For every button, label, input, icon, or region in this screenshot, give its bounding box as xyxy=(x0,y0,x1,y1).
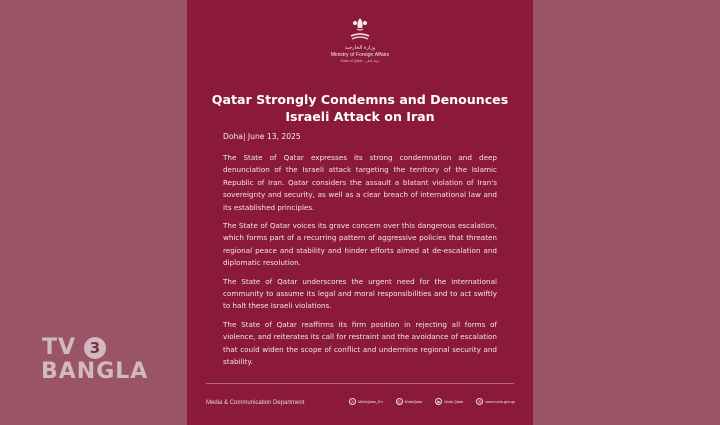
paragraph-4: The State of Qatar reaffirms its firm position in rejecting all forms of violence, and reiterates its call for restraint and the avoidance of escalation that could widen the scope of conflict and undermine regional security and stability. xyxy=(223,319,497,367)
social-x-label: MofaQatar_En xyxy=(358,399,383,404)
department-label: Media & Communication Department xyxy=(206,400,305,406)
social-x[interactable] xyxy=(349,398,383,405)
ministry-logo xyxy=(187,14,533,63)
title-line-2: Israeli Attack on Iran xyxy=(285,109,435,124)
social-website[interactable] xyxy=(476,398,515,405)
watermark-tv: TV xyxy=(42,335,77,360)
globe-icon: ⊕ xyxy=(478,398,482,404)
instagram-icon: ◎ xyxy=(397,398,401,404)
emblem-icon xyxy=(345,14,375,44)
dateline: Doha| June 13, 2025 xyxy=(223,132,301,141)
ministry-name-arabic: وزارة الخارجية xyxy=(344,45,376,51)
watermark-badge: 3 xyxy=(84,337,106,359)
social-youtube-label: Mofa Qatar xyxy=(444,399,464,404)
social-links xyxy=(349,398,515,405)
ministry-subtitle: State of Qatar - دولة قطر xyxy=(340,59,380,63)
paragraph-1: The State of Qatar expresses its strong condemnation and deep denunciation of the Israeli attack targeting the territory of the Islamic Republic of Iran. Qatar considers the assault a blatant violation of Iran's sovereignty and security, as well as a clear breach of international law and its established principles. xyxy=(223,153,497,212)
social-instagram-label: MofaQatar xyxy=(404,399,423,404)
channel-watermark xyxy=(40,335,170,387)
social-instagram[interactable] xyxy=(396,398,423,405)
paragraph-2: The State of Qatar voices its grave concern over this dangerous escalation, which forms part of a recurring pattern of aggressive policies that threaten regional peace and stability and hinder efforts aimed at de-escalation and diplomatic resolution. xyxy=(223,221,497,268)
youtube-icon: ▶ xyxy=(437,398,441,404)
ministry-name-english: Ministry of Foreign Affairs xyxy=(330,52,390,58)
press-release-card xyxy=(187,0,533,425)
title-line-1: Qatar Strongly Condemns and Denounces xyxy=(211,92,509,107)
statement-body xyxy=(223,152,497,375)
social-website-label: www.mofa.gov.qa xyxy=(485,399,515,404)
x-icon: X xyxy=(349,398,356,405)
statement-title xyxy=(207,91,513,125)
footer-divider xyxy=(206,383,514,384)
social-youtube[interactable] xyxy=(435,398,463,405)
background-right xyxy=(533,0,720,425)
watermark-bangla: BANGLA xyxy=(41,359,149,384)
paragraph-3: The State of Qatar underscores the urgent need for the international community to assume its legal and moral responsibilities and to act swiftly to halt these Israeli violations. xyxy=(223,276,497,311)
